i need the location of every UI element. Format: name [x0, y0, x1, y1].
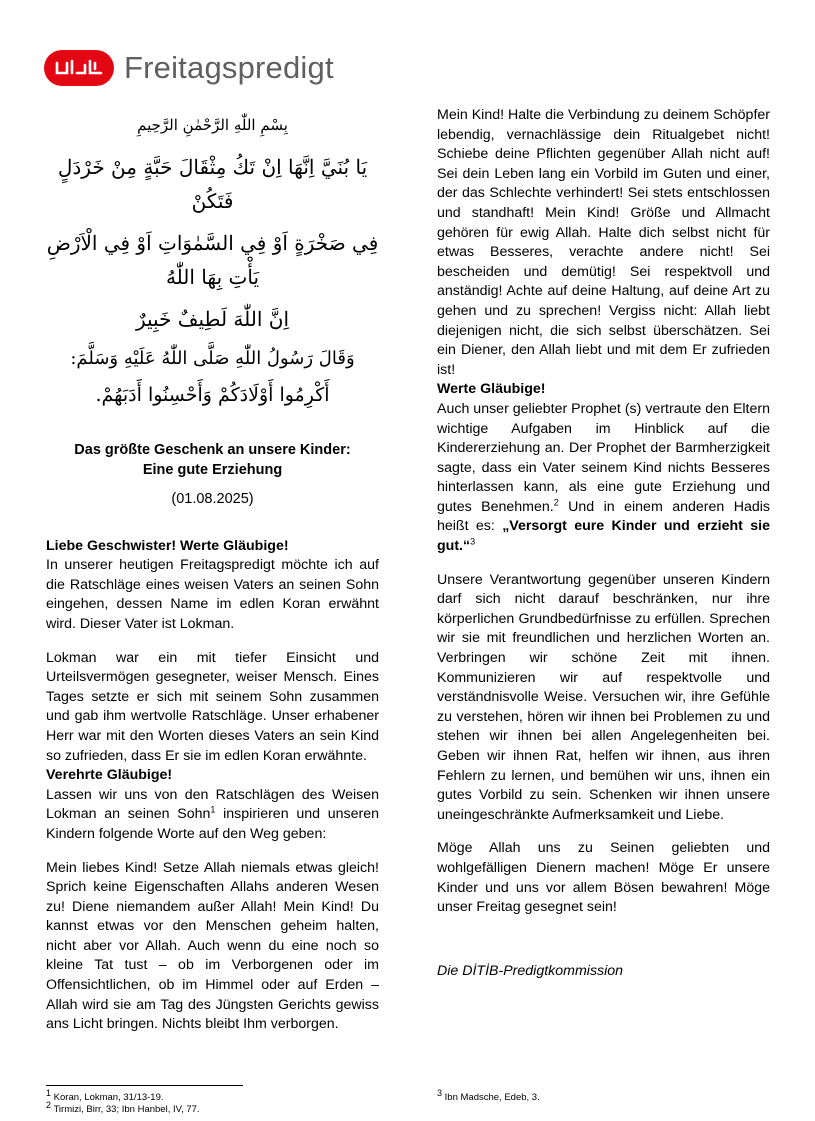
footnote-3-text: Ibn Madsche, Edeb, 3. — [442, 1092, 540, 1103]
footnotes-left — [46, 1087, 200, 1116]
hadith-arabic: أَكْرِمُوا أَوْلَادَكُمْ وَأَحْسِنُوا أَدَبَهُمْ. — [95, 384, 330, 406]
hadith-quote: „Versorgt eure Kinder und erzieht sie gut.“ — [437, 518, 770, 555]
footnote-3-number: 3 — [437, 1087, 443, 1098]
hadith-intro: وَقَالَ رَسُولُ اللّٰهِ صَلَّى اللّٰهُ عَلَيْهِ وَسَلَّمَ: — [70, 348, 355, 369]
paragraph-6-text-a: Auch unser geliebter Prophet (s) vertraute den Eltern wichtige Aufgaben im Hinblick auf die Kindererziehung an. Der Prophet der Barmherzigkeit sagte, dass ein Vater seinem Kind nichts Besseres hinterlassen kann, als eine gute Erziehung und gutes Benehmen. — [437, 400, 770, 515]
paragraph-5: Mein Kind! Halte die Verbindung zu deinem Schöpfer lebendig, vernachlässige dein Ritualgebet nicht! Schiebe deine Pflichten gegenüber Allah nicht auf! Sei dein Leben lang ein Vorbild im Guten und einer, der das Schlechte verhindert! Sei stets entschlossen und standhaft! Mein Kind! Größe und Allmacht gehören für ewig Allah. Halte dich selbst nicht für etwas Besseres, verachte andere nicht! Sei bescheiden und demütig! Sei respektvoll und anständig! Achte auf deine Haltung, auf deine Art zu gehen und zu sprechen! Vergiss nicht: Allah liebt diejenigen nicht, die sich selbst überschätzen. Sei ein Diener, den Allah liebt und mit dem Er zufrieden ist! — [437, 107, 770, 378]
sermon-title-line-2: Eine gute Erziehung — [142, 462, 283, 478]
footnote-3 — [437, 1087, 540, 1104]
paragraph-3 — [46, 786, 379, 845]
paragraph-7: Unsere Verantwortung gegenüber unseren Kindern darf sich nicht darauf beschränken, nur ihre körperlichen Grundbedürfnisse zu erfüllen. Sprechen wir sie mit freundlichen und herzlichen Worten an. Verbringen wir schöne Zeit mit ihnen. Kommunizieren wir auf respektvolle und verständnisvolle Weise. Versuchen wir, ihre Gefühle zu verstehen, hören wir ihnen bei Problemen zu und stehen wir ihnen bei allen Angelegenheiten bei. Geben wir ihnen Rat, helfen wir ihnen, aus ihren Fehlern zu lernen, und bemühen wir uns, ihnen ein gutes Vorbild zu sein. Schenken wir ihnen unsere uneingeschränkte Aufmerksamkeit und Liebe. — [437, 571, 770, 823]
footnote-1-text: Koran, Lokman, 31/13-19. — [51, 1092, 164, 1103]
ditib-logo-icon — [44, 50, 114, 86]
footnote-ref-2: 2 — [553, 497, 559, 508]
ayah-line-1: يَا بُنَيَّ اِنَّهَا اِنْ تَكُ مِثْقَالَ حَبَّةٍ مِنْ خَرْدَلٍ فَتَكُنْ — [57, 155, 368, 213]
paragraph-6 — [437, 400, 770, 557]
signature: Die DİTİB-Predigtkommission — [437, 962, 624, 979]
paragraph-2: Lokman war ein mit tiefer Einsicht und Urteilsvermögen gesegneter, weiser Mensch. Eines Tages setzte er sich mit seinem Sohn zusammen und gab ihm wertvolle Ratschläge. Unser erhabener Herr war mit den Worten dieses Vaters an sein Kind so zufrieden, dass Er sie im edlen Koran erwähnte. — [46, 649, 379, 764]
footnote-ref-1: 1 — [210, 804, 216, 815]
footnote-2 — [46, 1099, 200, 1116]
sermon-title-block — [46, 440, 379, 510]
paragraph-1: In unserer heutigen Freitagspredigt möchte ich auf die Ratschläge eines weisen Vaters an seinen Sohn eingehen, dessen Name im edlen Koran erwähnt wird. Dieser Vater ist Lokman. — [46, 557, 379, 632]
paragraph-3-text-b: inspirieren und unseren Kindern folgende Worte auf den Weg geben: — [46, 806, 379, 842]
paragraph-4: Mein liebes Kind! Setze Allah niemals etwas gleich! Sprich keine Eigenschaften Allahs anderen Wesen zu! Diene niemandem außer Allah! Mein Kind! Du kannst etwas vor den Menschen geheim halten, nicht aber vor Allah. Auch wenn du eine noch so kleine Tat tust – ob im Verborgenen oder im Offensichtlichen, ob im Himmel oder auf Erden – Allah wird sie am Tag des Jüngsten Gerichts gewiss ans Licht bringen. Nichts bleibt Ihm verborgen. — [46, 859, 379, 1033]
footnote-2-number: 2 — [46, 1099, 52, 1110]
page-title: Freitagspredigt — [124, 50, 334, 85]
section-heading-1: Liebe Geschwister! Werte Gläubige! — [46, 537, 289, 554]
basmala: بِسْمِ اللّٰهِ الرَّحْمٰنِ الرَّحِيمِ — [137, 116, 288, 134]
ayah-line-3: اِنَّ اللّٰهَ لَطِيفٌ خَبِيرٌ — [135, 307, 290, 331]
footnote-1-number: 1 — [46, 1087, 52, 1098]
paragraph-8: Möge Allah uns zu Seinen geliebten und wohlgefälligen Dienern machen! Möge Er unsere Kinder und uns vor allem Bösen bewahren! Möge unser Freitag gesegnet sein! — [437, 840, 770, 916]
footnote-2-text: Tirmizi, Birr, 33; Ibn Hanbel, IV, 77. — [51, 1104, 200, 1115]
paragraph-3-text-a: Lassen wir uns von den Ratschlägen des Weisen Lokman an seinen Sohn — [46, 786, 379, 823]
left-column — [46, 106, 379, 1035]
page-header — [44, 46, 334, 90]
section-heading-3: Werte Gläubige! — [437, 381, 546, 398]
footnote-separator — [46, 1085, 243, 1086]
paragraph-6-text-b: Und in einem anderen Hadis heißt es: — [437, 498, 770, 535]
sermon-title-line-1: Das größte Geschenk an unsere Kinder: — [74, 442, 351, 458]
footnotes-right — [437, 1087, 540, 1104]
footnote-ref-3: 3 — [470, 536, 476, 547]
section-heading-2: Verehrte Gläubige! — [46, 767, 173, 784]
right-column — [437, 106, 770, 981]
sermon-date: (01.08.2025) — [171, 491, 254, 507]
ayah-line-2: فِي صَخْرَةٍ اَوْ فِي السَّمٰوَاتِ اَوْ فِي الْاَرْضِ يَأْتِ بِهَا اللّٰهُ — [46, 231, 379, 289]
footnote-1 — [46, 1087, 200, 1104]
